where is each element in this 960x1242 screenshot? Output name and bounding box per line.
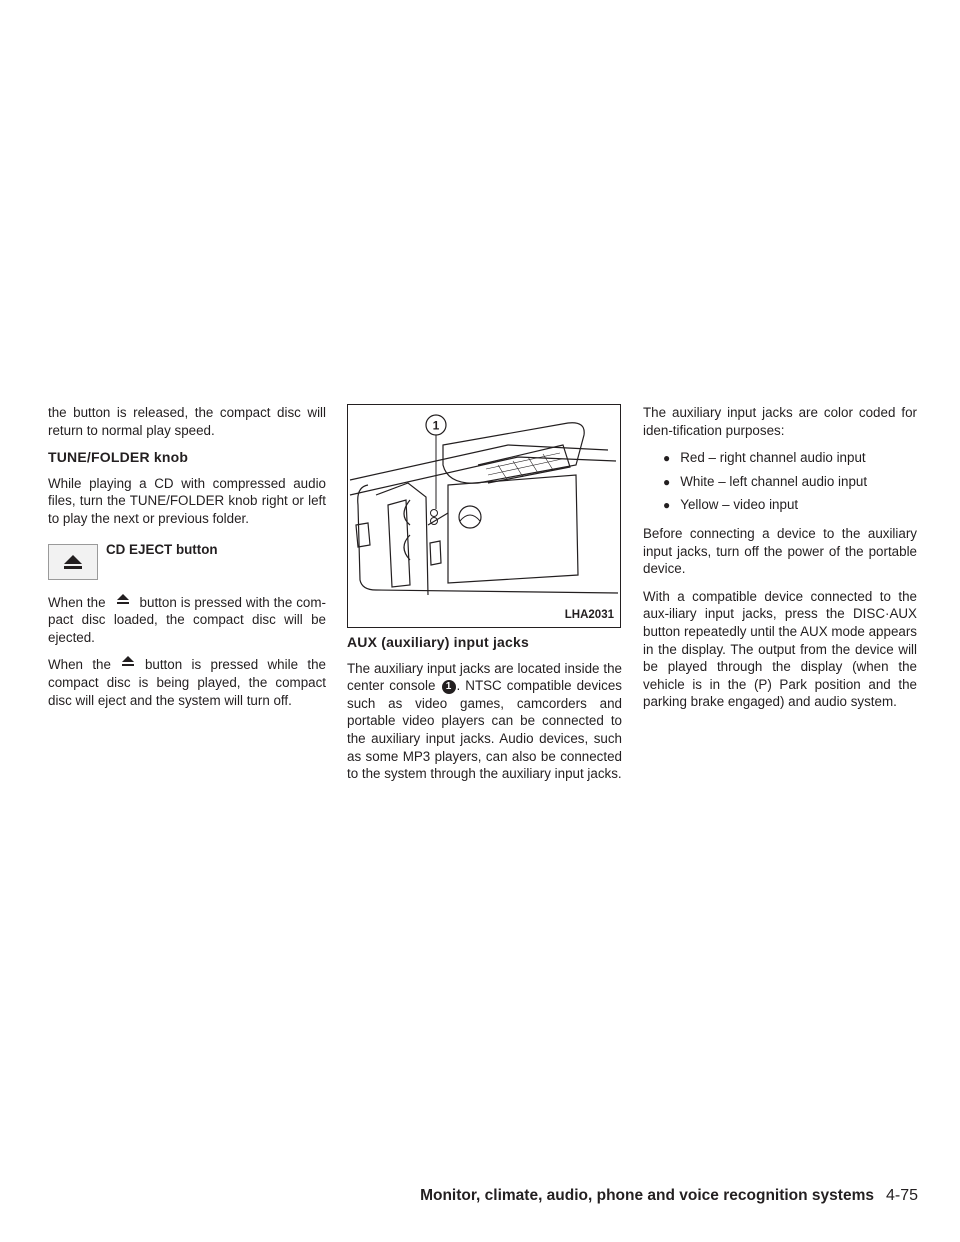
aux-text-start: The auxiliary input jacks are located inside the center console [347,660,622,694]
eject-p2-end: button is pressed while the compact disc is being played, the compact disc will eject and the system will turn off. [48,657,326,708]
eject-p1-end: button is pressed with the com-pact disc loaded, the compact disc will be ejected. [48,594,326,645]
section-title: Monitor, climate, audio, phone and voice recognition systems [420,1187,874,1204]
compatible-device-paragraph: With a compatible device connected to the aux-iliary input jacks, press the DISC·AUX button repeatedly until the AUX mode appears in the display. The output from the device will be played through the display (when the vehicle is in the (P) Park position and the parking brake engaged) and audio system. [643,588,917,710]
figure-callout: 1 [432,418,440,433]
eject-p2-start: When the [48,657,111,673]
eject-icon [48,544,98,580]
aux-text-end: . NTSC compatible devices such as video games, camcorders and portable video players can be connected to the auxiliary input jacks. Audio devices, such as some MP3 players, can also be connected to the system through the auxiliary input jacks. [347,678,622,782]
center-console-illustration [348,405,620,627]
list-item: ● Yellow – video input [663,496,917,515]
eject-icon [115,656,141,674]
center-console-figure [347,404,621,628]
eject-paragraph-2 [48,656,326,709]
aux-heading: AUX (auxiliary) input jacks [347,634,530,650]
eject-icon [110,594,136,612]
before-connecting-paragraph: Before connecting a device to the auxiliary input jacks, turn off the power of the portable device. [643,525,917,577]
list-item: ● White – left channel audio input [663,473,917,492]
left-column [48,404,326,719]
tune-folder-heading: TUNE/FOLDER knob [48,449,189,466]
tune-folder-text: While playing a CD with compressed audio files, turn the TUNE/FOLDER knob right or left to play the next or previous folder. [48,475,326,526]
callout-marker: 1 [442,680,456,694]
aux-paragraph [347,660,622,783]
continued-paragraph: the button is released, the compact disc will return to normal play speed. [48,405,326,438]
figure-code: LHA2031 [564,609,614,622]
color-code-intro: The auxiliary input jacks are color coded for iden-tification purposes: [643,405,917,438]
eject-p1-start: When the [48,594,106,610]
page-number: 4-75 [885,1187,918,1204]
eject-paragraph-1 [48,594,326,647]
right-column [643,404,917,721]
cd-eject-label: CD EJECT button [106,541,218,557]
page-footer [420,1187,918,1205]
cd-eject-heading [48,538,326,580]
list-item: ● Red – right channel audio input [663,449,917,468]
color-code-list [643,449,917,515]
middle-column [347,404,622,793]
